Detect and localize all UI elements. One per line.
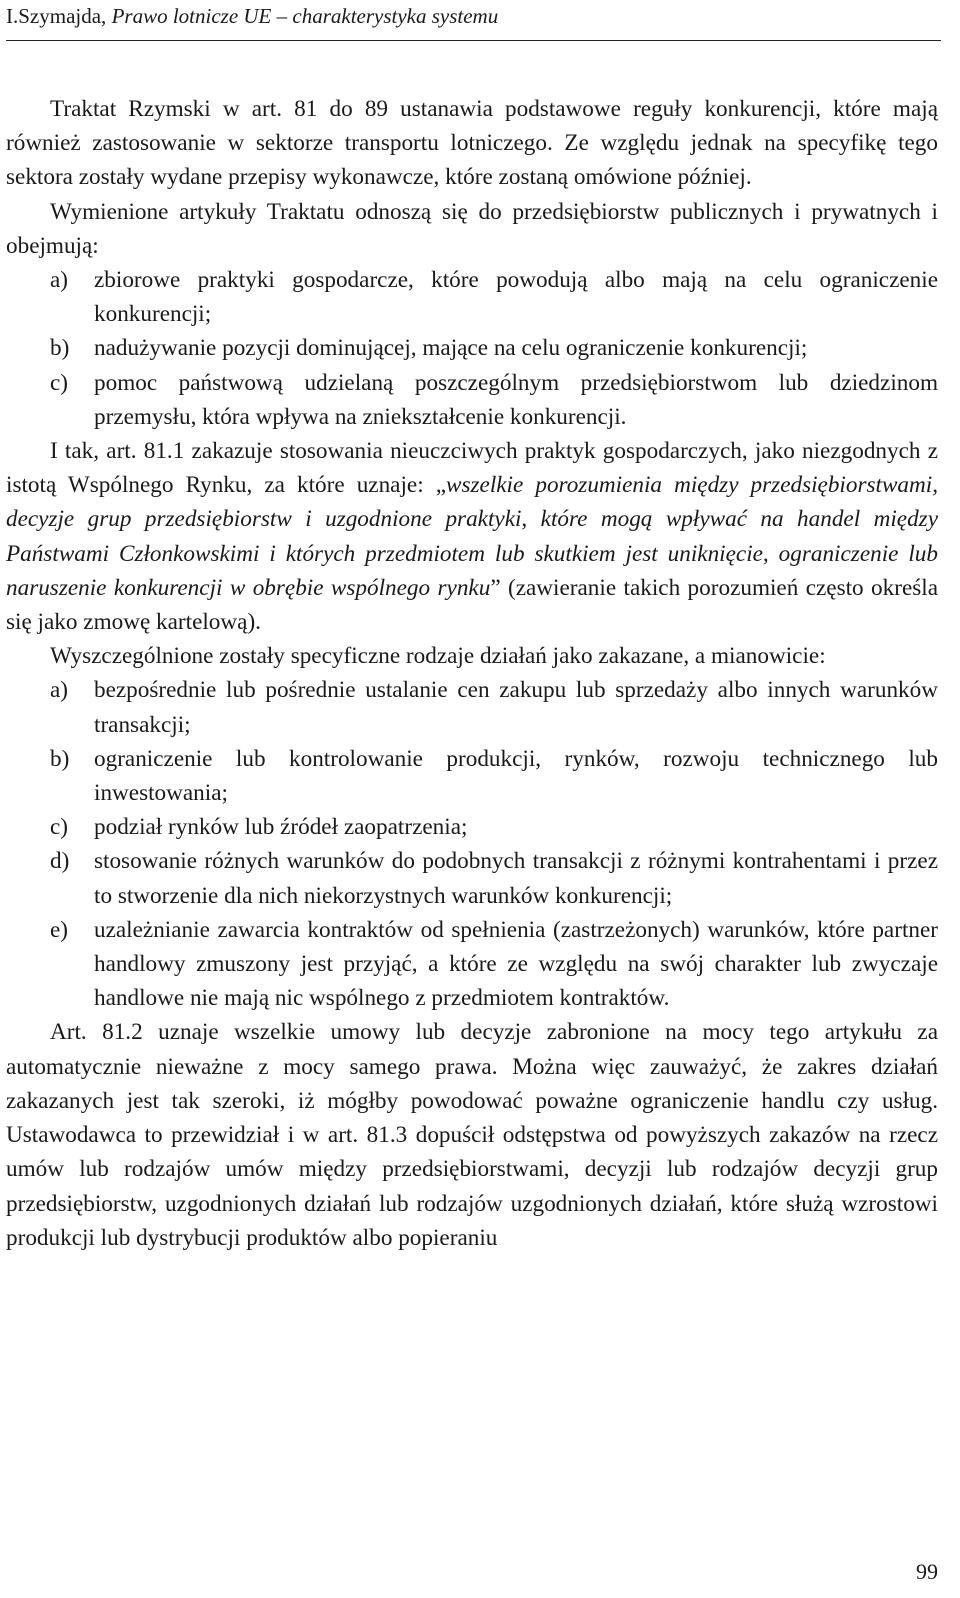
list-item	[6, 331, 938, 365]
list-item	[6, 810, 938, 844]
list-marker: a)	[50, 677, 69, 704]
list-marker: c)	[50, 369, 69, 396]
art-81-1-lead: I tak, art. 81.1 zakazuje stosowania nieuczciwych praktyk gospodarczych, jako niezgodnych z istotą Wspólnego Rynku, za które uznaje: „	[6, 438, 938, 499]
paragraph-art-81-2: Art. 81.2 uznaje wszelkie umowy lub decyzje zabronione na mocy tego artykułu za automatycznie nieważne z mocy samego prawa. Można więc zauważyć, że zakres działań zakazanych jest tak szeroki, iż mógłby powodować poważne ograniczenie handlu czy usług. Ustawodawca to przewidział i w art. 81.3 dopuścił odstępstwa od powyższych zakazów na rzecz umów lub rodzajów umów między przedsiębiorstwami, decyzji lub rodzajów decyzji grup przedsiębiorstw, uzgodnionych działań lub rodzajów uzgodnionych działań, które służą wzrostowi produkcji lub dystrybucji produktów albo popieraniu	[6, 1019, 938, 1251]
list-covered-practices	[6, 263, 938, 434]
list-item	[6, 913, 938, 1016]
list-marker: b)	[50, 335, 70, 362]
page-body	[6, 92, 938, 1255]
list-marker: c)	[50, 814, 69, 841]
list-item-text: pomoc państwową udzielaną poszczególnym przedsiębiorstwom lub dziedzinom przemysłu, która wpływa na zniekształcenie konkurencji.	[94, 369, 938, 430]
list-item-text: ograniczenie lub kontrolowanie produkcji, rynków, rozwoju technicznego lub inwestowania;	[94, 745, 938, 807]
list-item-text: nadużywanie pozycji dominującej, mające na celu ograniczenie konkurencji;	[94, 335, 808, 362]
art-81-1-tail: ” (zawieranie takich porozumień często określa się jako zmowę kartelową).	[6, 574, 938, 636]
paragraph-prohibited-types: Wyszczególnione zostały specyficzne rodzaje działań jako zakazane, a mianowicie:	[50, 643, 826, 670]
list-item	[6, 742, 938, 810]
list-item	[6, 263, 938, 331]
header-title: Prawo lotnicze UE – charakterystyka systemu	[111, 4, 499, 28]
list-marker: d)	[50, 848, 70, 875]
list-marker: b)	[50, 745, 70, 772]
list-item	[6, 673, 938, 741]
list-item	[6, 844, 938, 912]
running-header	[6, 2, 941, 41]
paragraph-intro: Traktat Rzymski w art. 81 do 89 ustanawia podstawowe reguły konkurencji, które mają również zastosowanie w sektorze transportu lotniczego. Ze względu jednak na specyfikę tego sektora zostały wydane przepisy wykonawcze, które zostaną omówione później.	[6, 96, 938, 191]
list-item-text: podział rynków lub źródeł zaopatrzenia;	[94, 814, 468, 841]
list-prohibited-actions	[6, 673, 938, 1015]
list-item-text: zbiorowe praktyki gospodarcze, które powodują albo mają na celu ograniczenie konkurencji;	[94, 267, 938, 328]
header-author: I.Szymajda,	[6, 4, 112, 28]
list-item	[6, 366, 938, 434]
paragraph-articles-scope: Wymienione artykuły Traktatu odnoszą się do przedsiębiorstw publicznych i prywatnych i obejmują:	[6, 198, 938, 259]
list-item-text: bezpośrednie lub pośrednie ustalanie cen zakupu lub sprzedaży albo innych warunków transakcji;	[94, 677, 938, 738]
art-81-1-quote: wszelkie porozumienia między przedsiębiorstwami, decyzje grup przedsiębiorstw i uzgodnione praktyki, które mogą wpływać na handel między Państwami Członkowskimi i których przedmiotem lub skutkiem jest uniknięcie, ograniczenie lub naruszenie konkurencji w obrębie wspólnego rynku	[6, 472, 938, 601]
list-marker: a)	[50, 267, 69, 294]
list-item-text: stosowanie różnych warunków do podobnych transakcji z różnymi kontrahentami i przez to stworzenie dla nich niekorzystnych warunków konkurencji;	[94, 848, 938, 909]
list-marker: e)	[50, 916, 69, 943]
page-number: 99	[916, 1559, 938, 1584]
list-item-text: uzależnianie zawarcia kontraktów od spełnienia (zastrzeżonych) warunków, które partner handlowy zmuszony jest przyjąć, a które ze względu na swój charakter lub zwyczaje handlowe nie mają nic wspólnego z przedmiotem kontraktów.	[94, 916, 938, 1012]
paragraph-art-81-1	[6, 434, 938, 639]
